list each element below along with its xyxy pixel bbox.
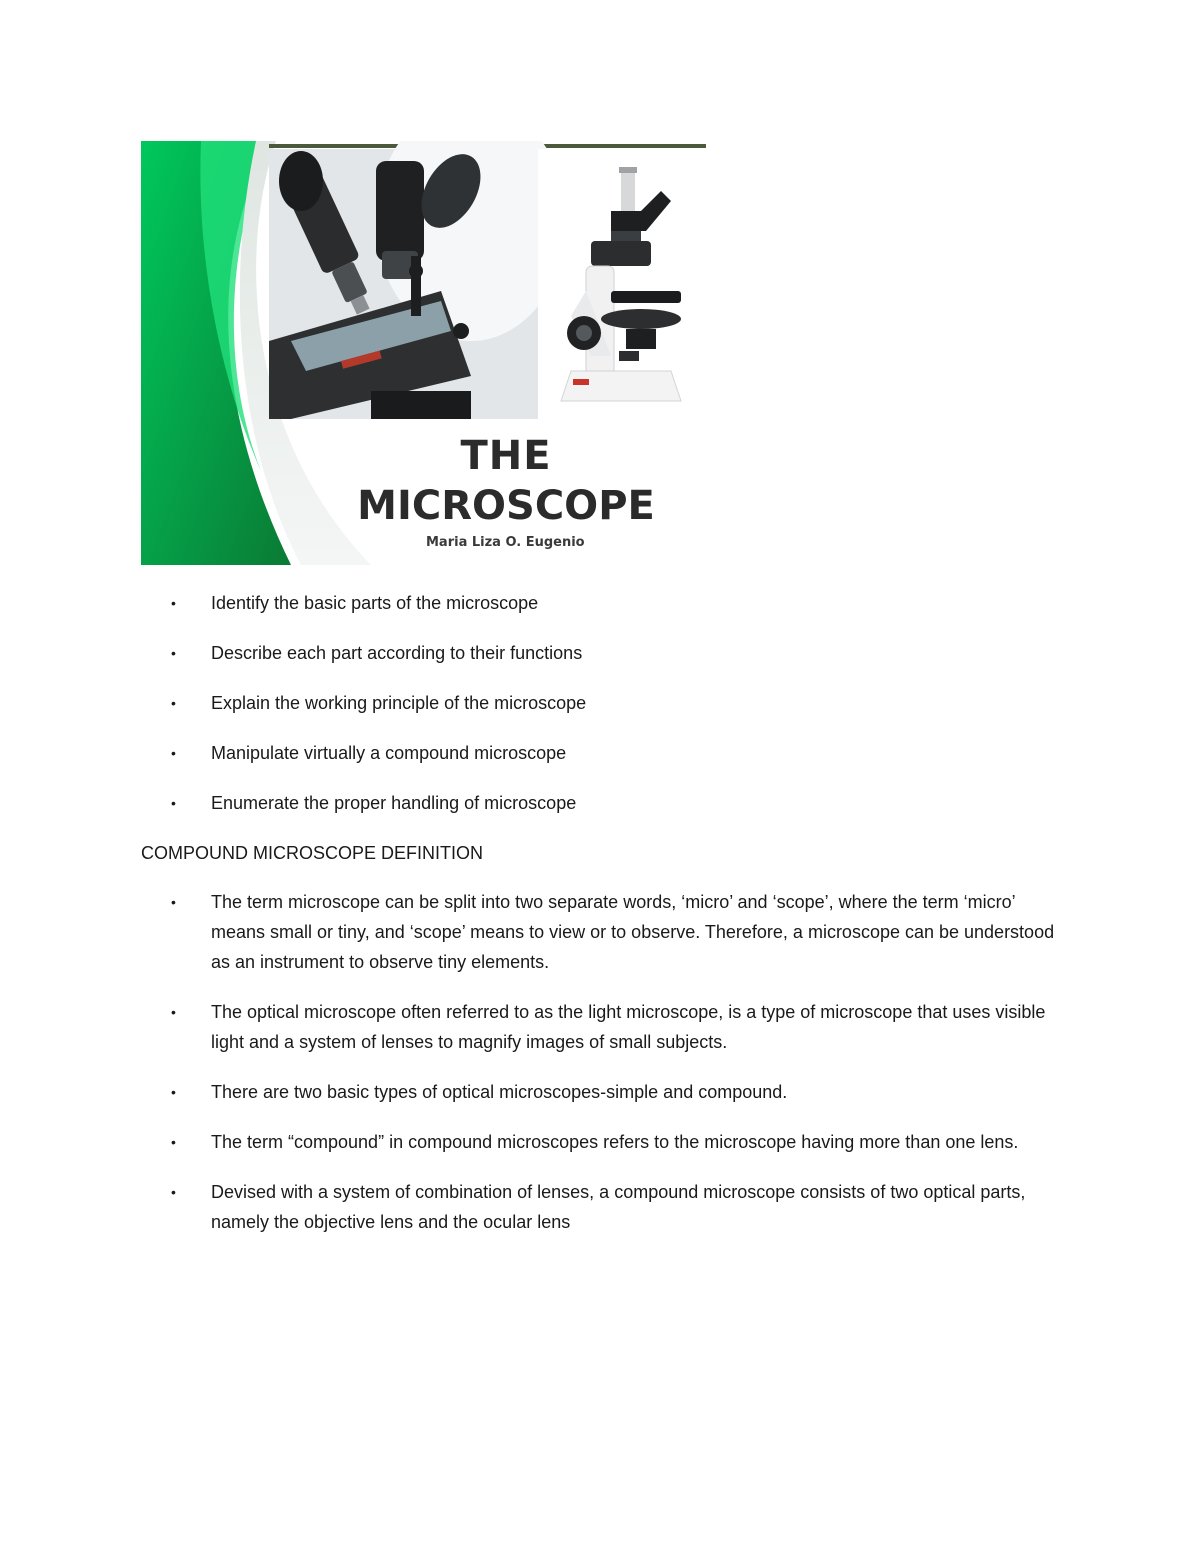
objective-text: Manipulate virtually a compound microscope (211, 743, 567, 763)
list-item (171, 1077, 1071, 1107)
list-item (171, 638, 1071, 668)
objective-text: Identify the basic parts of the microscope (211, 593, 539, 613)
definition-text: The optical microscope often referred to as the light microscope, is a type of microscope that uses visible light and a system of lenses to magnify images of small subjects. (211, 1002, 1046, 1052)
bullet-icon: • (171, 1004, 176, 1020)
cover-author: Maria Liza O. Eugenio (426, 535, 585, 550)
list-item (171, 738, 1071, 768)
bullet-icon: • (171, 894, 176, 910)
bullet-icon: • (171, 1134, 176, 1150)
bullet-icon: • (171, 745, 176, 761)
list-item (171, 887, 1071, 977)
list-item (171, 1177, 1071, 1237)
section-heading: COMPOUND MICROSCOPE DEFINITION (141, 843, 484, 863)
cover-image (141, 141, 706, 565)
objectives-list (171, 588, 1071, 838)
definition-text: Devised with a system of combination of lenses, a compound microscope consists of two optical parts, namely the objective lens and the ocular lens (211, 1182, 1026, 1232)
microscope-closeup-photo (269, 141, 566, 419)
list-item (171, 1127, 1071, 1157)
bullet-icon: • (171, 795, 176, 811)
objective-text: Explain the working principle of the microscope (211, 693, 587, 713)
list-item (171, 688, 1071, 718)
bullet-icon: • (171, 1084, 176, 1100)
objective-text: Describe each part according to their functions (211, 643, 583, 663)
microscope-full-photo (538, 149, 706, 419)
definition-text: The term “compound” in compound microscopes refers to the microscope having more than one lens. (211, 1132, 1019, 1152)
objective-text: Enumerate the proper handling of microscope (211, 793, 577, 813)
bullet-icon: • (171, 695, 176, 711)
list-item (171, 997, 1071, 1057)
bullet-icon: • (171, 595, 176, 611)
cover-title-line1: THE (460, 433, 552, 479)
list-item (171, 788, 1071, 818)
bullet-icon: • (171, 1184, 176, 1200)
cover-title-line2: MICROSCOPE (357, 483, 655, 529)
definition-list (171, 887, 1071, 1257)
definition-text: There are two basic types of optical microscopes-simple and compound. (211, 1082, 788, 1102)
definition-text: The term microscope can be split into two separate words, ‘micro’ and ‘scope’, where the term ‘micro’ means small or tiny, and ‘scope’ means to view or to observe. Therefore, a microscope can be understood as an instrument to observe tiny elements. (211, 892, 1055, 972)
list-item (171, 588, 1071, 618)
bullet-icon: • (171, 645, 176, 661)
